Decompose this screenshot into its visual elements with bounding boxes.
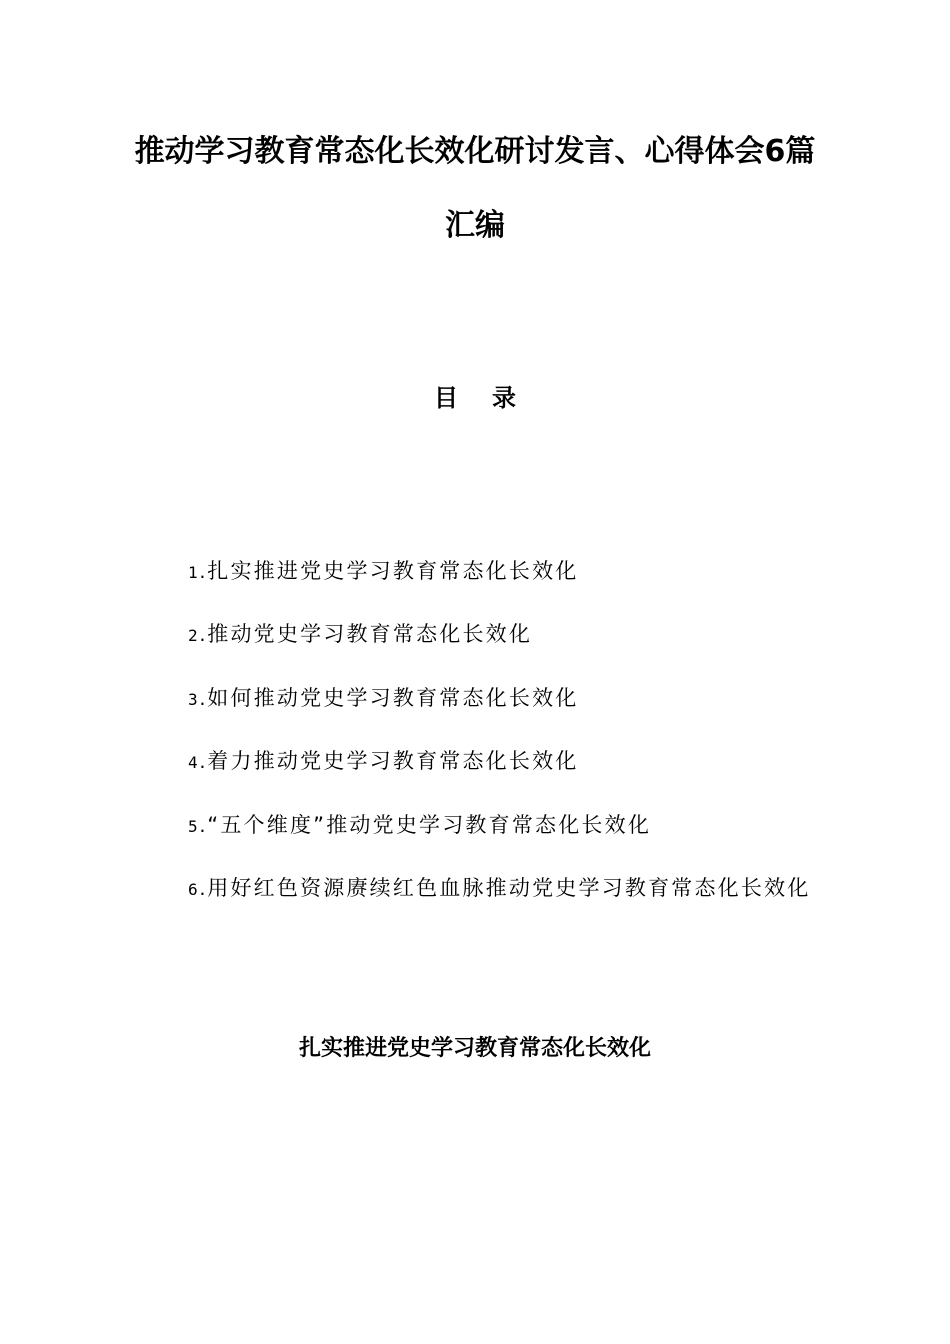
toc-item-3 — [188, 680, 810, 743]
document-title-line-2: 汇编 — [445, 208, 505, 243]
toc-item-number: 1. — [188, 563, 208, 582]
toc-item-text: 着力推动党史学习教育常态化长效化 — [207, 749, 579, 774]
toc-item-2 — [188, 616, 810, 679]
toc-item-number: 4. — [188, 753, 208, 773]
toc-item-text: 如何推动党史学习教育常态化长效化 — [207, 685, 579, 710]
toc-item-number: 5. — [188, 816, 208, 836]
toc-item-text: 推动党史学习教育常态化长效化 — [207, 622, 533, 647]
toc-item-number: 6. — [188, 879, 208, 899]
toc-item-text: “五个维度”推动党史学习教育常态化长效化 — [207, 812, 652, 837]
toc-item-number: 2. — [188, 626, 208, 646]
toc-item-1 — [188, 553, 810, 616]
document-title-line-1: 推动学习教育常态化长效化研讨发言、心得体会6篇 — [134, 134, 816, 169]
toc-item-number: 3. — [188, 689, 208, 709]
toc-item-5 — [188, 807, 810, 870]
toc-item-text: 用好红色资源赓续红色血脉推动党史学习教育常态化长效化 — [207, 875, 811, 900]
table-of-contents — [188, 553, 810, 933]
toc-item-6 — [188, 870, 810, 933]
toc-item-text: 扎实推进党史学习教育常态化长效化 — [207, 559, 579, 583]
section-title: 扎实推进党史学习教育常态化长效化 — [298, 1036, 651, 1061]
toc-heading: 目录 — [434, 384, 550, 412]
toc-item-4 — [188, 743, 810, 806]
